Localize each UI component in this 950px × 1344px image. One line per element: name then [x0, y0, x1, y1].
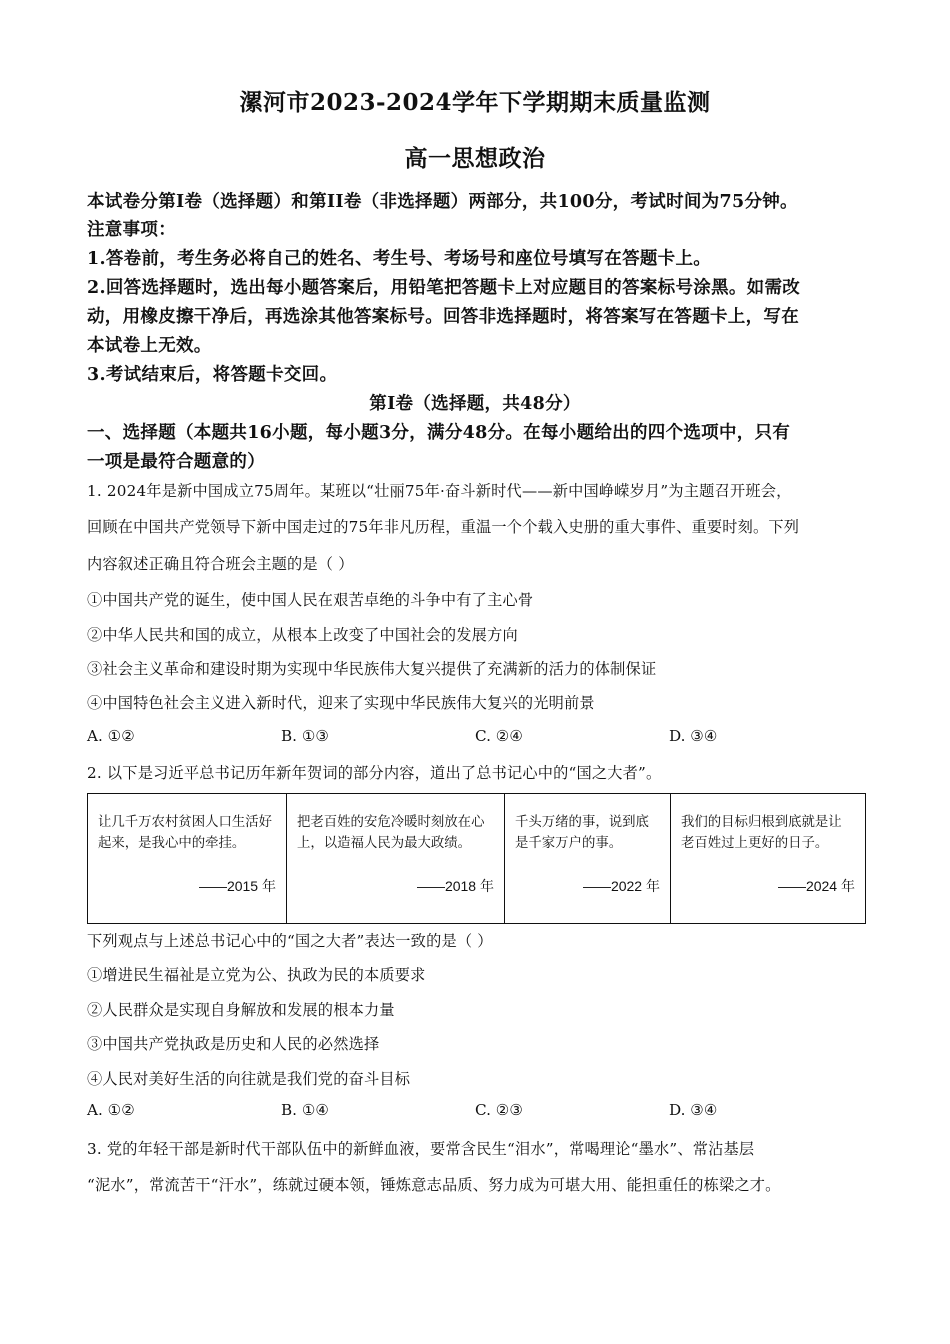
quote-text: 我们的目标归根到底就是让老百姓过上更好的日子。: [681, 815, 842, 851]
q1-statement-2: ②中华人民共和国的成立，从根本上改变了中国社会的发展方向: [87, 626, 518, 644]
q1-statement-1: ①中国共产党的诞生，使中国人民在艰苦卓绝的斗争中有了主心骨: [87, 591, 534, 609]
q3-stem-line-2: “泥水”，常流苦干“汗水”，练就过硬本领，锤炼意志品质、努力成为可堪大用、能担重任的栋梁之才。: [87, 1176, 781, 1194]
q1-stem-line-2: 回顾在中国共产党领导下新中国走过的75年非凡历程，重温一个个载入史册的重大事件、重要时刻。下列: [87, 518, 800, 536]
quote-year: ——2022 年: [582, 878, 660, 894]
q1-option-a: A. ①②: [87, 727, 135, 745]
quote-cell: [287, 794, 505, 924]
notice-item-1: 1.答卷前，考生务必将自己的姓名、考生号、考场号和座位号填写在答题卡上。: [87, 249, 712, 269]
q1-stem-line-3: 内容叙述正确且符合班会主题的是（ ）: [87, 555, 354, 573]
part1-heading: 第I卷（选择题，共48分）: [369, 394, 581, 414]
q2-option-b: B. ①④: [281, 1101, 330, 1119]
quote-cell: [505, 794, 671, 924]
quote-year: ——2018 年: [416, 878, 494, 894]
notice-item-2-line-1: 2.回答选择题时，选出每小题答案后，用铅笔把答题卡上对应题目的答案标号涂黑。如需改: [87, 278, 801, 298]
q1-option-d: D. ③④: [669, 727, 718, 745]
notice-item-2-line-3: 本试卷上无效。: [87, 336, 212, 356]
instructions-intro: 本试卷分第I卷（选择题）和第II卷（非选择题）两部分，共100分，考试时间为75分钟。: [87, 192, 798, 212]
q1-option-c: C. ②④: [475, 727, 523, 745]
q1-option-b: B. ①③: [281, 727, 330, 745]
q2-option-a: A. ①②: [87, 1101, 135, 1119]
q2-stem-line-2: 下列观点与上述总书记心中的“国之大者”表达一致的是（ ）: [87, 932, 493, 950]
q2-statement-3: ③中国共产党执政是历史和人民的必然选择: [87, 1035, 380, 1053]
quote-text: 千头万绪的事，说到底是千家万户的事。: [515, 815, 649, 851]
q1-stem-line-1: 1. 2024年是新中国成立75周年。某班以“壮丽75年·奋斗新时代——新中国峥嵘岁月”为主题召开班会，: [87, 482, 792, 500]
q2-stem-line-1: 2. 以下是习近平总书记历年新年贺词的部分内容，道出了总书记心中的“国之大者”。: [87, 764, 662, 782]
q1-statement-4: ④中国特色社会主义进入新时代，迎来了实现中华民族伟大复兴的光明前景: [87, 694, 595, 712]
quote-text: 把老百姓的安危冷暖时刻放在心上，以造福人民为最大政绩。: [297, 815, 485, 851]
q1-statement-3: ③社会主义革命和建设时期为实现中华民族伟大复兴提供了充满新的活力的体制保证: [87, 660, 657, 678]
q3-stem-line-1: 3. 党的年轻干部是新时代干部队伍中的新鲜血液，要常含民生“泪水”，常喝理论“墨水”、常沾基层: [87, 1140, 755, 1158]
section-heading-line-2: 一项是最符合题意的）: [87, 452, 265, 472]
quote-cell: [88, 794, 287, 924]
section-heading-line-1: 一、选择题（本题共16小题，每小题3分，满分48分。在每小题给出的四个选项中，只有: [87, 423, 791, 443]
q2-statement-2: ②人民群众是实现自身解放和发展的根本力量: [87, 1001, 395, 1019]
q2-option-c: C. ②③: [475, 1101, 523, 1119]
quote-year: ——2015 年: [198, 878, 276, 894]
q2-option-d: D. ③④: [669, 1101, 718, 1119]
quotes-table: [87, 793, 866, 924]
exam-subject: 高一思想政治: [404, 145, 546, 172]
notice-item-2-line-2: 动，用橡皮擦干净后，再选涂其他答案标号。回答非选择题时，将答案写在答题卡上，写在: [87, 307, 799, 327]
quote-text: 让几千万农村贫困人口生活好起来，是我心中的牵挂。: [98, 815, 273, 851]
exam-title: 漯河市2023-2024学年下学期期末质量监测: [239, 89, 711, 116]
quote-year: ——2024 年: [777, 878, 855, 894]
notice-item-3: 3.考试结束后，将答题卡交回。: [87, 365, 338, 385]
quote-cell: [671, 794, 866, 924]
q2-statement-1: ①增进民生福祉是立党为公、执政为民的本质要求: [87, 966, 426, 984]
notice-title: 注意事项：: [87, 220, 176, 240]
q2-statement-4: ④人民对美好生活的向往就是我们党的奋斗目标: [87, 1070, 411, 1088]
